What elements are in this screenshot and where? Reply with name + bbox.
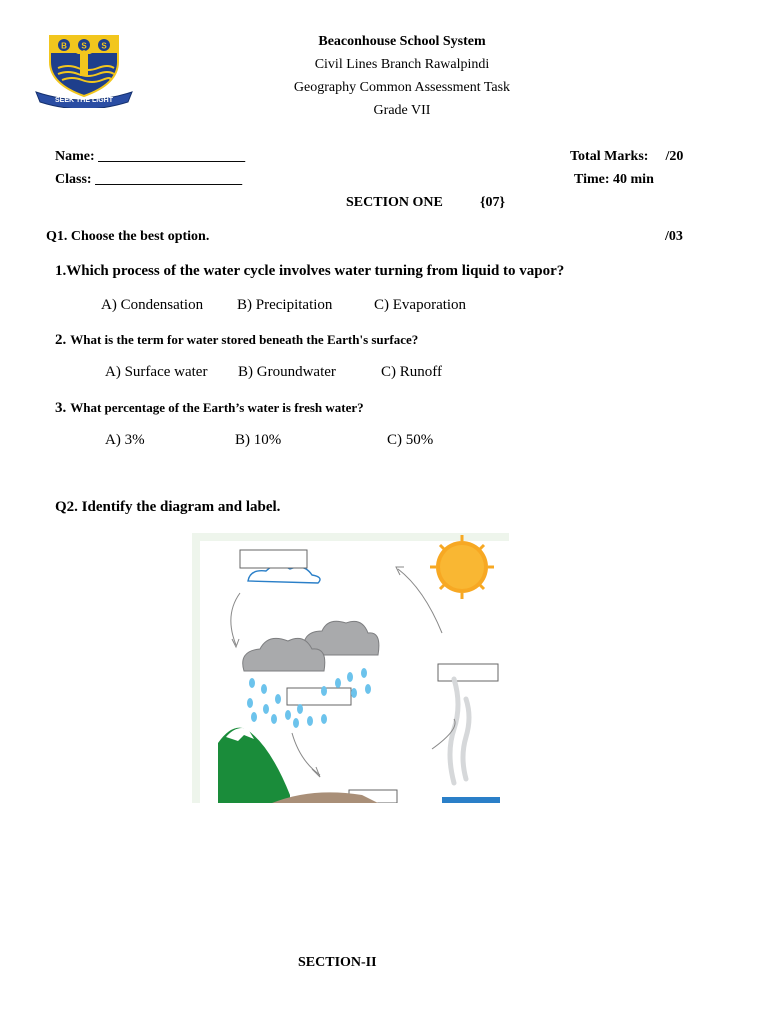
assessment-title: Geography Common Assessment Task [293,80,511,95]
section-one-title: SECTION ONE [346,195,443,210]
section-one-marks: {07} [480,195,506,210]
q1-question-2-text: What is the term for water stored beneath the Earth's surface? [70,332,419,347]
q1-question-3 [55,399,364,417]
q1-3-option-c[interactable]: C) 50% [387,432,434,448]
q1-2-option-a[interactable]: A) Surface water [105,364,208,380]
logo-letter-b: B [61,41,67,51]
q1-1-option-b[interactable]: B) Precipitation [237,297,333,313]
q1-title: Q1. Choose the best option. [46,229,210,244]
class-field[interactable] [55,172,242,188]
q1-1-option-c[interactable]: C) Evaporation [374,297,467,313]
water [442,797,500,803]
logo-letter-s2: S [101,41,107,51]
name-field[interactable] [55,149,245,165]
time-label: Time: 40 min [574,172,654,187]
label-box [240,550,307,568]
q1-3-option-b[interactable]: B) 10% [235,432,282,448]
name-label: Name: [55,149,95,164]
class-label: Class: [55,172,92,187]
q1-question-1: 1.Which process of the water cycle involves water turning from liquid to vapor? [55,263,565,279]
branch-name: Civil Lines Branch Rawalpindi [314,57,490,72]
q1-question-3-number: 3. [55,400,67,416]
logo-letter-s1: S [81,41,87,51]
q1-3-option-a[interactable]: A) 3% [105,432,145,448]
q1-1-option-a[interactable]: A) Condensation [101,297,204,313]
q1-question-2 [55,331,418,349]
q1-question-3-text: What percentage of the Earth’s water is fresh water? [70,400,364,415]
q1-question-2-number: 2. [55,332,67,348]
name-blank[interactable]: _____________________ [98,149,246,164]
total-marks-value: /20 [665,149,684,164]
grade-label: Grade VII [373,103,431,118]
label-box [438,664,498,681]
logo-motto: SEEK THE LIGHT [55,97,113,104]
q2-title: Q2. Identify the diagram and label. [55,499,281,515]
q1-marks: /03 [665,229,683,244]
q1-2-option-c[interactable]: C) Runoff [381,364,442,380]
water-cycle-diagram [192,533,509,803]
class-blank[interactable]: _____________________ [95,172,243,187]
q1-2-option-b[interactable]: B) Groundwater [238,364,336,380]
label-box [287,688,351,705]
total-marks-label: Total Marks: [570,149,649,164]
section-two-title: SECTION-II [298,955,377,970]
school-name: Beaconhouse School System [318,34,486,49]
total-marks [570,149,683,165]
